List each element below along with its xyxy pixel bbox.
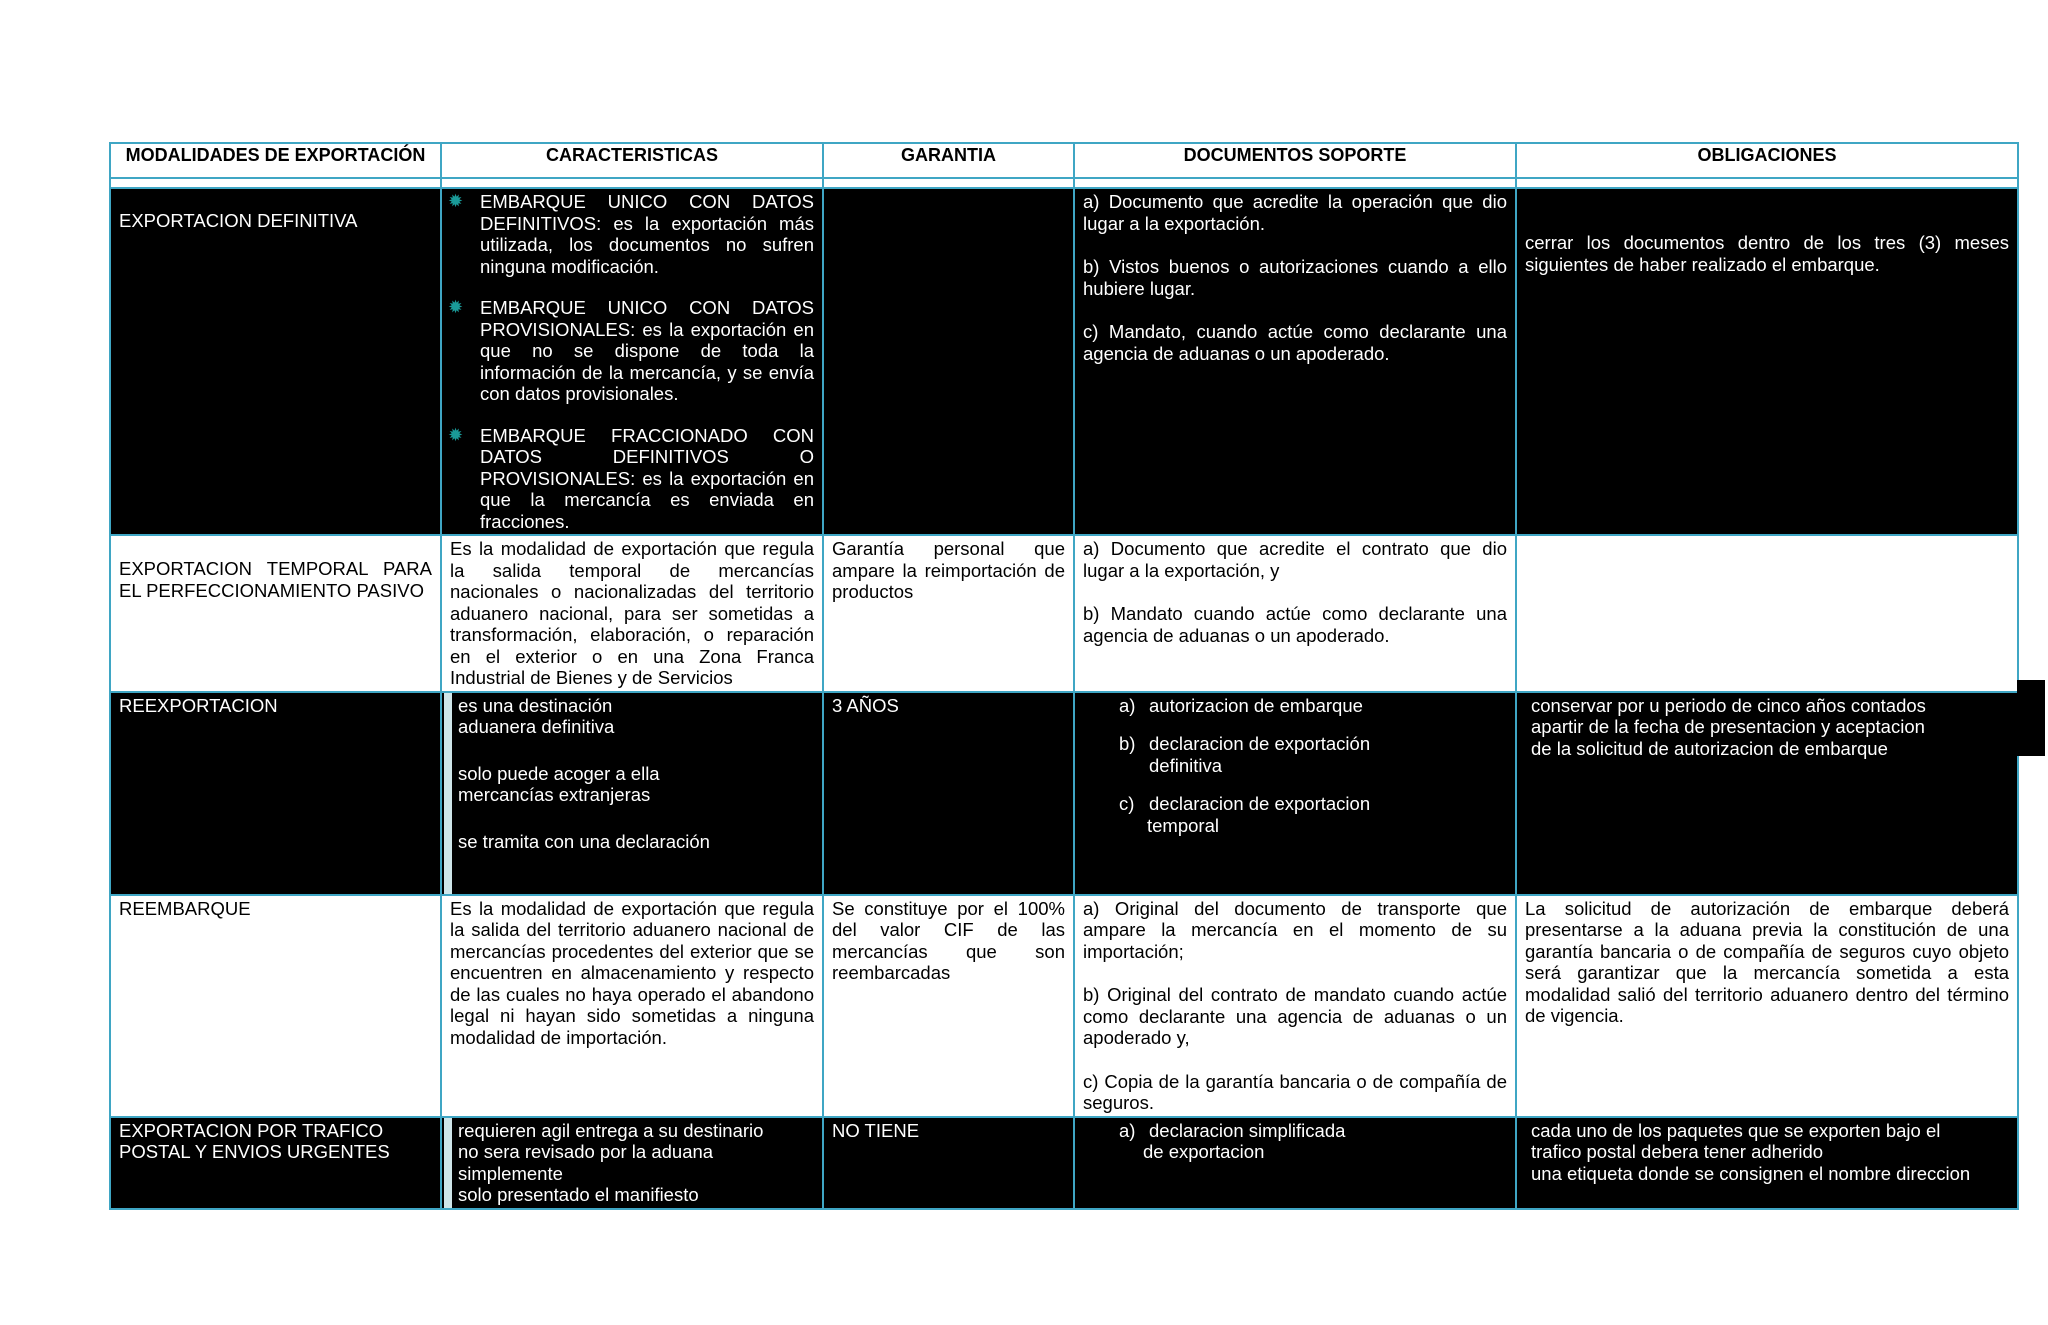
header-caracteristicas: CARACTERISTICAS xyxy=(441,143,823,178)
obligaciones-cell: conservar por u periodo de cinco años contados apartir de la fecha de presentacion y aceptacion de la solicitud de autorizacion de embarque xyxy=(1516,692,2018,895)
star-bullet-icon: ✹ xyxy=(448,297,464,317)
modalidad-cell: REEXPORTACION xyxy=(110,692,441,895)
cell-side-bar xyxy=(444,693,452,894)
caracteristicas-cell: Es la modalidad de exportación que regula la salida temporal de mercancías nacionales o nacionalizadas del territorio aduanero nacional, para ser sometidas a transformación, elaboración, o reparación en el exterior o en una Zona Franca Industrial de Bienes y de Servicios xyxy=(441,535,823,692)
table-row xyxy=(110,188,2018,535)
documentos-cell: a) Documento que acredite el contrato que dio lugar a la exportación, y b) Mandato cuando actúe como declarante una agencia de aduanas o un apoderado. xyxy=(1074,535,1516,692)
export-modalities-table-wrapper xyxy=(109,142,2017,1210)
modalidad-label: EXPORTACION DEFINITIVA xyxy=(119,210,358,231)
garantia-cell xyxy=(823,188,1074,535)
caracteristicas-cell xyxy=(441,188,823,535)
table-row xyxy=(110,692,2018,895)
cell-side-bar xyxy=(444,1118,452,1208)
garantia-cell: 3 AÑOS xyxy=(823,692,1074,895)
header-documentos: DOCUMENTOS SOPORTE xyxy=(1074,143,1516,178)
caracteristicas-cell: Es la modalidad de exportación que regula la salida del territorio aduanero nacional de mercancías procedentes del exterior que se encuentren en almacenamiento y respecto de las cuales no haya operado el abandono legal ni hayan sido sometidas a ninguna modalidad de importación. xyxy=(441,895,823,1117)
modalidad-label: EXPORTACION TEMPORAL PARA EL PERFECCIONAMIENTO PASIVO xyxy=(119,558,432,601)
header-obligaciones: OBLIGACIONES xyxy=(1516,143,2018,178)
documentos-cell: a) Documento que acredite la operación que dio lugar a la exportación. b) Vistos buenos o autorizaciones cuando a ello hubiere lugar. c) Mandato, cuando actúe como declarante una agencia de aduanas o un apoderado. xyxy=(1074,188,1516,535)
modalidad-cell xyxy=(110,188,441,535)
export-modalities-table xyxy=(109,142,2019,1210)
garantia-cell: Se constituye por el 100% del valor CIF de las mercancías que son reembarcadas xyxy=(823,895,1074,1117)
list-item: a) declaracion simplificada de exportacion xyxy=(1119,1119,1346,1162)
garantia-cell: NO TIENE xyxy=(823,1117,1074,1209)
header-gap xyxy=(110,178,2018,188)
documentos-cell xyxy=(1074,692,1516,895)
bullet-item: ✹ EMBARQUE UNICO CON DATOS DEFINITIVOS: es la exportación más utilizada, los documentos no sufren ninguna modificación. xyxy=(448,191,814,277)
header-modalidades: MODALIDADES DE EXPORTACIÓN xyxy=(110,143,441,178)
list-item: a) autorizacion de embarque xyxy=(1119,694,1363,716)
star-bullet-icon: ✹ xyxy=(448,191,464,211)
caracteristicas-cell: requieren agil entrega a su destinario no sera revisado por la aduana simplemente solo presentado el manifiesto xyxy=(441,1117,823,1209)
list-item: c) declaracion de exportacion temporal xyxy=(1119,793,1371,836)
modalidad-cell xyxy=(110,535,441,692)
garantia-cell: Garantía personal que ampare la reimportación de productos xyxy=(823,535,1074,692)
documentos-cell: a) Original del documento de transporte que ampare la mercancía en el momento de su importación; b) Original del contrato de mandato cuando actúe como declarante una agencia de aduanas o un apoderado y, c) Copia de la garantía bancaria o de compañía de seguros. xyxy=(1074,895,1516,1117)
star-bullet-icon: ✹ xyxy=(448,424,464,445)
table-row xyxy=(110,535,2018,692)
obligaciones-cell: La solicitud de autorización de embarque deberá presentarse a la aduana previa la constitución de una garantía bancaria o de compañía de seguros cuyo objeto será garantizar que la mercancía sometida a esta modalidad salió del territorio aduanero dentro del término de vigencia. xyxy=(1516,895,2018,1117)
modalidad-cell: REEMBARQUE xyxy=(110,895,441,1117)
obligaciones-cell: cada uno de los paquetes que se exporten bajo el trafico postal debera tener adherido una etiqueta donde se consignen el nombre direccion xyxy=(1516,1117,2018,1209)
caracteristicas-cell: es una destinación aduanera definitiva solo puede acoger a ella mercancías extranjeras se tramita con una declaración xyxy=(441,692,823,895)
table-row xyxy=(110,1117,2018,1209)
modalidad-cell: EXPORTACION POR TRAFICO POSTAL Y ENVIOS URGENTES xyxy=(110,1117,441,1209)
bullet-item: ✹ EMBARQUE UNICO CON DATOS PROVISIONALES: es la exportación en que no se dispone de toda la información de la mercancía, y se envía con datos provisionales. xyxy=(448,297,814,404)
obligaciones-cell: cerrar los documentos dentro de los tres (3) meses siguientes de haber realizado el embarque. xyxy=(1516,188,2018,535)
bullet-item: ✹ EMBARQUE FRACCIONADO CON DATOS DEFINITIVOS O PROVISIONALES: es la exportación en que la mercancía es enviada en fracciones. xyxy=(448,424,814,532)
obligaciones-cell xyxy=(1516,535,2018,692)
documentos-cell xyxy=(1074,1117,1516,1209)
table-row xyxy=(110,895,2018,1117)
list-item: b) declaracion de exportación definitiva xyxy=(1119,733,1371,776)
side-black-tab xyxy=(2017,680,2045,756)
header-garantia: GARANTIA xyxy=(823,143,1074,178)
header-row xyxy=(110,143,2018,178)
